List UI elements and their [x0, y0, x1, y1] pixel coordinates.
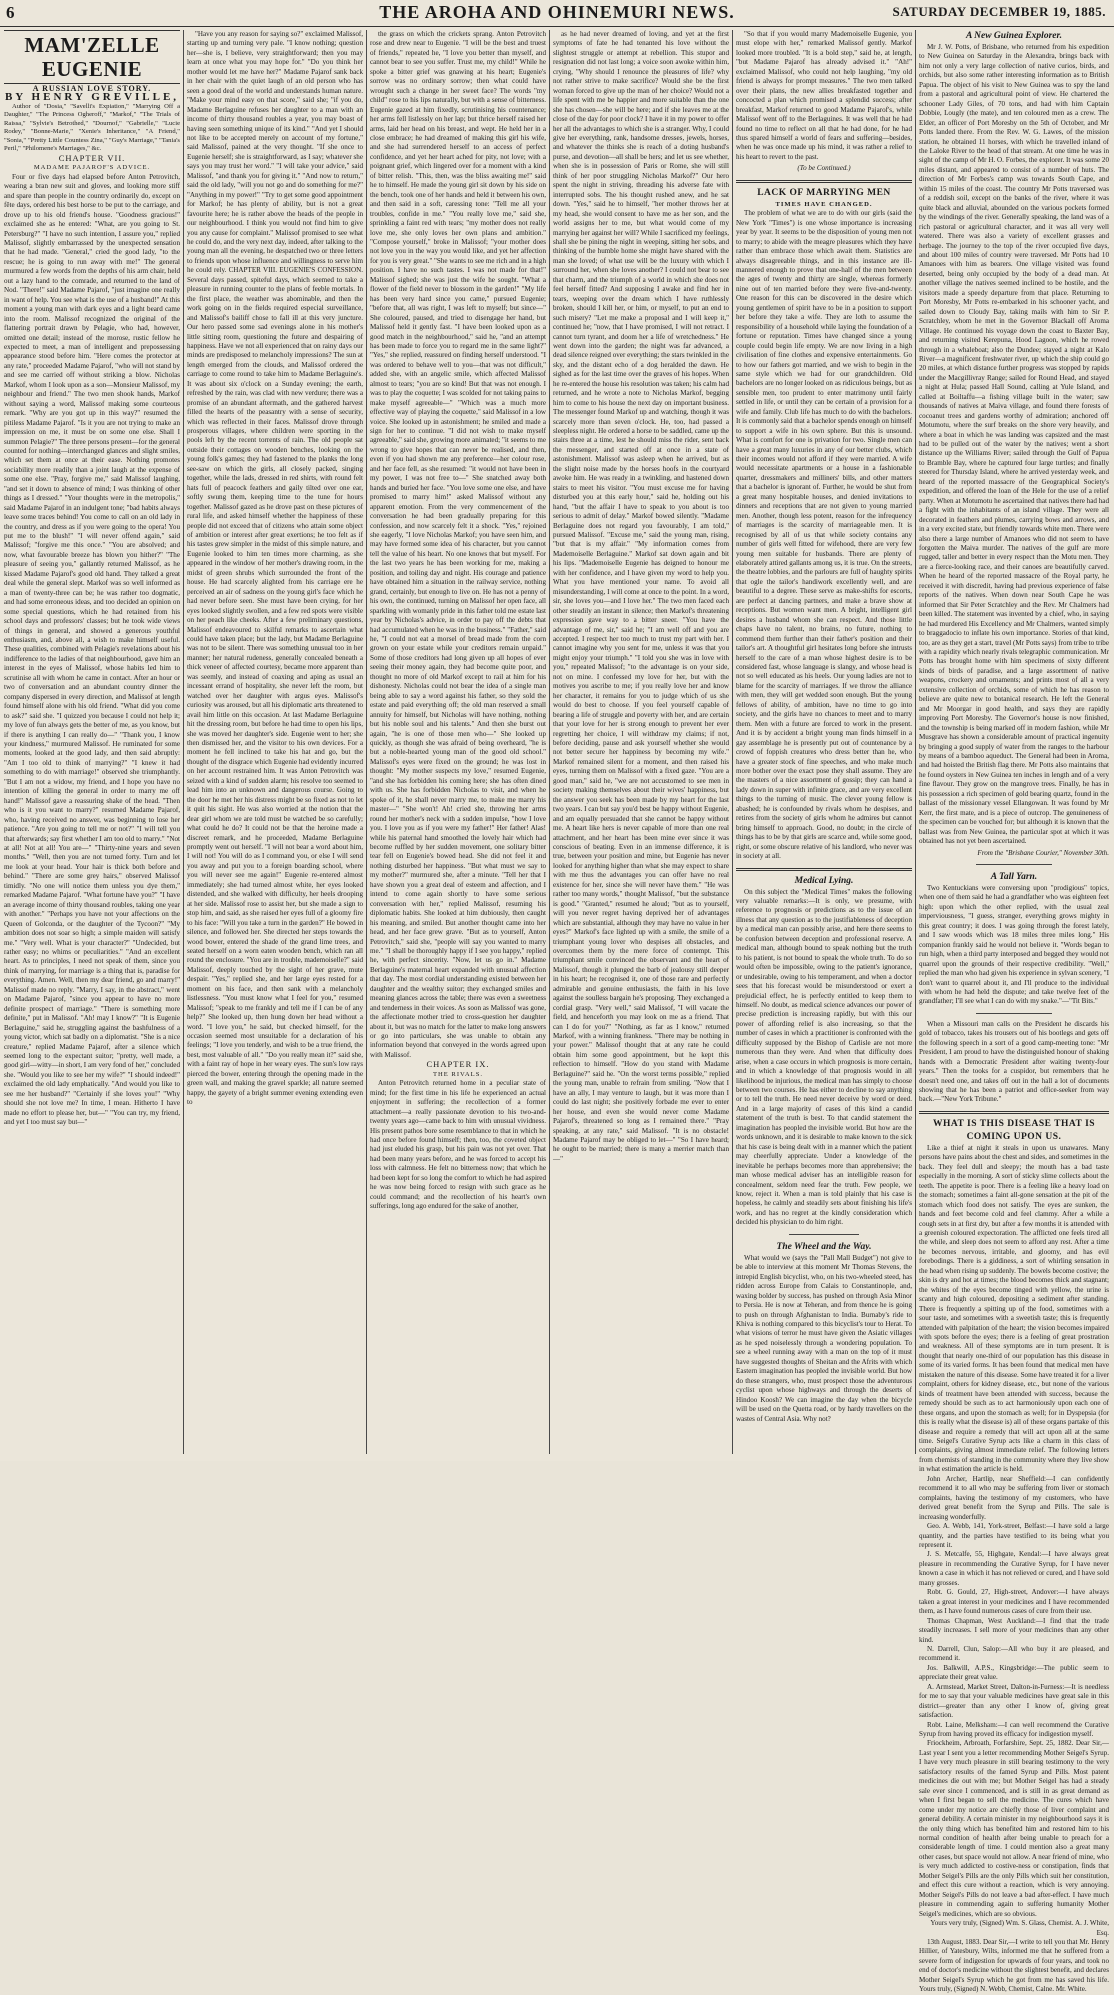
- story-body: as he had never dreamed of loving, and yet at the first symptoms of fate he had tenanted his love without the slightest struggle or attempt at rebellion. This stupor and resignation did not last long; a voice soon awoke within him, crying, "Why should I renounce the pleasures of life? why not rather strive to make sacrifice? Would she be the first woman forced to give up the man of her choice? Would not a life spent with me be happier and more suitable than the one she has chosen—she will be here; and if she leaves me at the close of the day for poor clock? I have it in my power to offer her all the advantages to which she is a stranger. Why, I could give her everything, rank, handsome dresses, jewels, horses, and whatever the thinks she is reach of a doting husband's purse, and devotion—all shall be hers; and let us see whether, when she is in possession of Paris or Rome, she will still think of her poor struggling Nicholas Markof?" Our hero spent the night in striving, threading his adverse fate with interrupted sobs. The his thought rushed anew, and he sat down. "Yes," said he to himself, "her mother throws her at my head, she would consent to have me as her son, and the world assigns her to me, but what would come of my marrying her against her will? While I sacrificed my feelings, shall she be pining the night in weeping, sitting her sobs, and thinking of the humble home she might have shared with the man she loved; of what use will be the luxury with which I surround her, when she loves another? I could not bear to see that charm, and the triumph of a world in which she does not feel herself fitted? And supposing I awake and find her in tears, weeping over the dream which I have ruthlessly broken, should I kill her, or him, or myself, to put an end to such misery? "Let me make a proposal and I will keep it," continued he; "now, that I have promised, I will not retract. I cannot turn tyrant, and doom her a life of wretchedness." He went down into the garden; the night was far advanced, a dead silence reigned over everything; the stars twinkled in the sky, and the distant echo of a dog heralded the dawn. He sighed as for the last time over the graves of his hopes. When he re-entered the house his resolution was taken; his calm had returned, and he wrote a note to Nicholas Markof, begging him to come to his house the next day on important business. The messenger found Markof up and watching, though it was scarcely more than seven o'clock. He, too, had passed a sleepless night. He ordered a horse to be saddled, came up the stairs three at a time, lest he should miss the rider, sent back the messenger, and started off at once in a state of astonishment. Malissof was asleep when he arrived, but as the slight noise made by the horses hoofs in the courtyard awoke him. He was ready in a twinkling, and hastened down stairs to meet his visitor. "You must excuse me for having disturbed you at this early hour," said he, holding out his hand, "but the affair I have to speak to you about is too serious to admit of delay." Markof bowed silently. "Madame Berlaguine does not regard you favourably, I am told," pursued Malissof. "Excuse me," said the young man, rising, "but that is my affair." "My information comes from Mademoiselle Berlaguine." Markof sat down again and bit his lips. "Mademoiselle Eugenie has deigned to honour me with her confidence, and I have given my word to help you. What you have mentioned your name. To avoid all misunderstanding, I will come at once to the point. In a word, sir, she loves you—and I love her." The two men faced each other steadily an instant in silence; then Markof's threatening expression gave way to a bitter sneer. "You have the advantage of me, sir," said he; "I am well off and you are accepted. I respect her too much to trust my part with her. I cannot imagine why you sent for me, unless it was that you might enjoy your triumph." "I told you she was in love with you," repeated Malissof; "to the advantage is on your side, not on mine. I confessed my love for her, but with the motives you ascribe to me; if you really love her and know her character, it remains for you to judge which of us she would do best to choose. If you feel yourself capable of bearing a life of struggle and poverty with her, and are certain that your love for her is strong enough to prevent her ever regretting her choice, I will withdraw my claims; if not, before deciding, pause and ask yourself whether she would not better secure her happiness by becoming my wife." Markof remained silent for a moment, and then raised his eyes, turning them on Malissof with a fixed gaze. "You are a good man," said he, "we are not accustomed to see men in society making themselves about their wives' happiness, but the answer you seek has been made by my heart for the last two years. I can but say you'd best be happy without Eugenie, and am equally persuaded that she cannot be happy without me. A heart like hers is never capable of more than one real attachment, and her heart has been mine ever since it was conscious of beating. Even in an immense difference, it is true, between your position and mine, but Eugenie has never looked for anything higher than what she may expect to share with me thus the advantages you can offer have no real existence for her, since she will never have them." "He was rather too many words," thought Malissof, "but the substance is good." "Granted," resumed he aloud; "but as to yourself, will you never regret having deprived her of advantages which are substantial, although they may have no value in her eyes?" Markof's face lighted up with a smile, the smile of a triumphant young lover who despises all obstacles, and overcomes them by the mere force of contempt. This triumphant smile convinced the observant and the heart of Malissof, though it plunged the barb of jealousy still deeper in his heart; he recognised it, one of those rare and perfectly admirable and genuine enthusiasts, the faith in his love against the soulless bargain he's proposing. They exchanged a cordial grasp. "Very well," said Malissof, "I will vacate the field, and henceforth you may look on me as a friend. That can I do for you?" "Nothing, as far as I know," returned Markof, with a winning frankness. "There may be nothing in your power." Malissof thought that at any rate he could obtain him some good appointment, but he kept this reflection to himself. "How do you stand with Madame Berlaguine?" said he. "On the worst terms possible," replied the young man, unable to refrain from smiling. "Now that I have an ally, I may venture to laugh, but it was more than I could do last night; she positively forbade me ever to enter her house, and even she would never come Madame Pajarof's, threatened so long as I remained there." "Pray speaking, at any rate," said Malissof. "It is no obstacle! Madame Pajarof may be obliged to let—" "So I have heard; he ought to be married; there is many a merrier match than—": [553, 30, 729, 1163]
- article-body: Like a thief at night it steals in upon us unawares. Many persons have pains about the chest and sides, and sometimes in the back. They feel dull and sleepy; the mouth has a bad taste especially in the morning. A sort of sticky slime collects about the teeth. The appetite is poor. There is a feeling like a heavy load on the stomach; sometimes a faint all-gone sensation at the pit of the stomach which food does not satisfy. The eyes are sunken, the hands and feet become cold and feel clammy. After a while a cough sets in at first dry, but after a few months it is attended with a greenish coloured expectoration. The afflicted one feels tired all the while, and sleep does not seem to afford any rest. After a time he becomes nervous, irritable, and gloomy, and has evil forebodings. There is a giddiness, a sort of whirling sensation in the head when rising up suddenly. The bowels become costive; the skin is dry and hot at times; the blood becomes thick and stagnant; the whites of the eyes become tinged with yellow, the urine is scanty and high coloured, depositing a sediment after standing. There is frequently a spitting up of the food, sometimes with a sour taste, and sometimes with a sweetish taste; this is frequently attended with palpitation of the heart; the vision becomes impaired with spots before the eyes; there is a feeling of great prostration and weakness. All of these symptoms are in turn present. It is thought that nearly one-third of our population has this disease in some of its varied forms. It has been found that medical men have mistaken the nature of this disease. Some have treated it for a liver complaint, others for kidney disease, etc., but none of the various kinds of treatment have been attended with success, because the remedy should be such as to act harmoniously upon each one of these organs, and upon the stomach as well; for in Dyspepsia (for this is really what the disease is) all of these organs partake of this disease and require a remedy that will act upon all at the same time. Seigel's Curative Syrup acts like a charm in this class of complaints, giving almost immediate relief. The following letters from chemists of standing in the community where they live show in what estimation the article is held.: [919, 1143, 1109, 1474]
- newspaper-title: THE AROHA AND OHINEMURI NEWS.: [379, 2, 735, 22]
- column-4: [553, 30, 729, 1456]
- testimonial: A. Armstead, Market Street, Dalton-in-Furness:—It is needless for me to say that your valuable medicines have great sale in this district—greater than any other I know of, giving great satisfaction.: [919, 1682, 1109, 1720]
- column-1: [4, 30, 180, 1456]
- chapter-subheading: MADAME PAJAROF'S ADVICE.: [33, 164, 151, 172]
- article-body: On this subject the "Medical Times" makes the following very valuable remarks:—It is only, we presume, with reference to prognosis or predictions as to the issue of an illness that any question as to the justifiableness of deception by a medical man can possibly arise, and here there seems to be confusion between deception and professional reserve. A medical man, although bound to speak nothing but the truth to his patient, is not bound to speak the whole truth. To do so would often be impossible, owing to the patient's ignorance, or undesirable, owing to his temperament, and when a doctor sees that his forecast would be misunderstood or exert a prejudicial effect, he is perfectly entitled to keep them to himself. No doubt, as medical science advances our power of precise prediction is increasing rapidly, but with this our power of affording relief is also increasing, so that the number of cases in which a practitioner is confronted with the difficulty supposed by the Bishop of Carlisle are not more numerous than they were. And when that difficulty does arise, when a case occurs in which prognosis is more certain, and in which a knowledge of that prognosis would in all likelihood be injurious, the medical man has simply to choose between two courses. He has either to decline to say anything or to tell the truth. He need never deceive by word or deed. And in a large majority of cases of this kind a candid statement of the truth is best. To that candid statement the imagination has peopled the invisible world. But how are the words unknown, and it is desirable to make known to the sick that his case is being dealt with in a manner which the patient may cheerfully appreciate. Under a knowledge of the inevitable he perhaps becomes more than apprehensive; the man whose medical adviser has an intelligible reason for concealment, seldom need fear the truth. Few people, we know, reject it. When a man is told plainly that his case is hopeless, he calmly and steadily sets about finishing his life's work, and has no regret at the kindly consideration which decided his physician to do him right.: [736, 887, 912, 1227]
- story-subtitle: A RUSSIAN LOVE STORY.: [32, 84, 152, 93]
- testimonial: Geo. A. Webb, 141, York-street, Belfast:—I have sold a large quantity, and the parties have testified to its being what you represent it.: [919, 1522, 1109, 1549]
- testimonial: Robt. Laine, Melksham:—I can well recommend the Curative Syrup from having proved its efficacy for indigestion myself.: [919, 1720, 1109, 1739]
- story-body: "So that if you would marry Mademoiselle Eugenie, you must elope with her," remarked Malissof gently. Markof looked more troubled. "It is a bold step," said he, at length, "but Madame Pajarof has already advised it." "Ah!" exclaimed Malissof, who could not help laughing, "my old friend is always for prompt measures." The two men talked over their plans, the new allies breakfasted together and concocted a plan which promised a splendid success; after breakfast, Markof returned to good Madame Pajarof's, while Malissof went off to the Berlaguines. It was well that he had found no time to reflect on all that he had done, for he had thus spared himself a world of fears and suffering—besides, when he was once made up his mind, it was rather a relief to his heart to revert to the past.: [736, 30, 912, 161]
- masthead: [0, 0, 1114, 27]
- column-3: [370, 30, 546, 1456]
- column-rule: [915, 30, 916, 1454]
- section-divider: [919, 1111, 1109, 1114]
- page-number: 6: [6, 3, 15, 22]
- article-title: The Wheel and the Way.: [776, 1241, 872, 1252]
- story-body: "Have you any reason for saying so?" exclaimed Malissof, starting up and turning very pale. "I know nothing; question her—she is, I believe, very straightforward; then you may learn at once what you may hope for." "Do you think her mother would let me have her?" Madame Pajarof sank back in her chair with the quiet laugh of an old person who has seen a good deal of the world and understands human nature. "Make your mind easy on that score," said she; "if you do, Madame Berlaguine refuses her daughter to a man with an income of thirty thousand roubles a year, you may boast of having seen something unique of its kind." "And yet I should not like to be accepted merely on account of my fortune," said Malissof, pained at the very thought. "If she once to Eugenie herself; she is straightforward, as I say; whatever she says you may trust her word." "I will take your advice," said Malissof, "and thank you for giving it." "And now to return," said the old lady, "will you not go and do something for me?" "Anything in my power!" "Try to get some good appointment for Markof; he has plenty of ability, but is not a great favourite here; he is rather above the heads of the people in our neighbourhood. I think you would not find him to give you any cause for complaint." Malissof promised to see what he could do, and the very next day, indeed, after talking to the young man all the evening, he despatched two or three letters to friends upon whose influence and willingness to serve him he could rely. CHAPTER VIII. EUGENIE'S CONFESSION. Several days passed, spiteful days, which seemed to take a pleasure in running counter to the plans of feeble mortals. In the first place, the weather was abominable, and then the work going on in the fields required especial surveillance, and Malissof's bailiff chose to fall ill at this very juncture. Our hero passed some sad evenings alone in his mother's little sitting room, questioning the future and despairing of happiness. Have we not all experienced that on rainy days our minds are predisposed to melancholy impressions? The sun at length emerged from the clouds, and Malissof ordered the carriage to come round to take him to Madame Berlaguine's. It was about six o'clock on a Sunday evening; the earth, refreshed by the rain, was clad with new verdure; there was a promise of an abundant aftermath, and the gathered harvest filled the hearts of the peasantry with a sense of security, which was reflected in their faces. Malissof drove through prosperous villages, where children were sporting in the pools left by the recent torrents of rain. The old people sat outside their cottages on wooden benches, looking on the young folk's games; they had fastened to the planks the long see-saw on which the girls, all closely packed, singing together, while the lads, dressed in red shirts, with round felt hats full of peacock feathers and gaily tilted over one ear, softly swung them, keeping time to the tune for hours together. Malissof gazed as he drove past on these pictures of rural life, and asked himself whether the happiness of these people did not exceed that of citizens who attain some object of ambition or interest after great exertions; he too felt as if his tastes grew simpler in the midst of this simple nature, and Eugenie looked to him ten times more charming, as she appeared in the window of her mother's drawing room, in the midst of green shrubs which surrounded the front of the house. He had scarcely alighted from his carriage ere he perceived an air of sadness on the young girl's face which he had never before seen. She must have been crying, for her eyes looked slightly swollen, and a few red spots were visible on her peach like cheeks. After a few preliminary questions, Malissof endeavoured to skilful remarks to ascertain what could have taken place; but the lady, but Madame Berlaguine was not to be silent. There was something unusual too in her manner; her natural rudeness, generally concealed beneath a thick veneer of affected courtesy, became more apparent than was seemly, and instead of coaxing and aping as usual an incessant errand of hospitality, she never left the room, but watched over her daughter with argus eyes. Malissof's curiosity was aroused, but all his diplomatic arts threatened to avail him little on this occasion. At last Madame Berlaguine hit the dressing room, but before he had time to open his lips, she was moved her daughter's side. Eugenie went to her; she then dismissed her, and the visitor to his own devices. For a moment he fell inclined to take his hat and go, but the thought of the disgrace which Eugenie had evidently incurred on her account restrained him. It was Anton Petrovitch was seized with a kind of sudden alarm; his resolve too seemed to lead him into an unknown and dangerous course. Going to the door he met her his distress might be so fixed as not to let it quit his sight. He was also worried at the notion that the dear girl whom we are told must be watched be so carefully; what could he do? It could not be that the heroine made a discreet remark, and he proceeded, Madame Berlaguine promptly went out herself. "I will not bear a word about him, I will not! You will do as I command you, or else I will send you away and put you to a foreign boarding school, where you will never see me again!" Eugenie re-entered almost immediately; she had turned almost white, her eyes looked distended, and she walked with difficulty, her heels drooping at her side. Malissof rose to assist her, but she made a sign to stop him, and said, as she raised her eyes full of a gloomy fire to his face: "Will you take a turn in the garden?" He bowed in silence, and followed her. She directed her steps towards the wood bower, entered the shade of the grand lime trees, and seated herself on a worn eaten wooden bench, which ran all round the enclosure. "You are in trouble, mademoiselle?" said Malissof, deeply touched by the sight of her grave, mute despair. "Yes," replied she, and her large eyes rested for a moment on his face, and then sank with a melancholy listlessness. "You must know what I feel for you," resumed Malissof; "speak to me frankly and tell me if I can be of any help?" She looked up, then hung down her head without a word. "I love you," he said, but checked himself, for the occasion seemed most unsuitable for a declaration of his feelings; "I love you tenderly, and wish to be a true friend, the best, most valuable of all." "Do you really mean it?" said she, with a faint ray of hope in her weary eyes. The sun's low rays pierced the bower, entering through the opening made in the green wall, and making the gravel sparkle; all nature seemed happy, the gayety of a bright summer evening extending even to: [187, 30, 363, 1107]
- to-be-continued: (To be Continued.): [797, 164, 851, 173]
- article-body: Mr J. W. Potts, of Brisbane, who returned from his expedition to New Guinea on Saturday in the Alexandra, brings back with him not only a very large collection of native curios, birds, and orchids, but also some rather interesting information as to British Papua. The object of his visit to New Guinea was to spy the land from a pastoral and agricultural point of view. He chartered the schooner Lady Giles, of 70 tons, and had with him Captain Dobbie, Lougly (the mate), and ten coloured men as a crew. The Elder, an officer of Port Moresby on the 5th of October, and Mr Potts landed there. From the Rev. W. G. Lawes, of the mission station, he obtained 11 horses, with which he travelled inland of the Laloke River to the head of that stream. At one time he was in sight of the camp of Mr H. O. Forbes, the explorer. It was some 20 miles distant, and appeared to consist of a number of huts. The direction of Mr Forbes's camp was towards South Cape, and within 15 miles of the coast. The country Mr Potts traversed was of a reddish soil, except on the banks of the river, where it was quite black and alluvial, abounded on the various pockets formed by the windings of the river. Generally speaking, the land was of a rich pastoral or agricultural character, and it was all very well watered. There was also a variety of excellent grasses and herbage. The journey to the top of the river occupied five days, and about 100 miles of country were traversed. Mr Potts had 10 Amanoes with him as bearers. One village visited was found deserted, being only occupied by the body of a dead man. At another village the natives seemed inclined to be hostile, and the visitors made a speedy departure from that place. Returning to Port Moresby, Mr Potts re-embarked in his schooner yacht, and sailed down to Cloudy Bay, taking mails with him to Sir P. Scratchley, whom he met in the Governor Blackall off Aroma Village. He continued his voyage down the coast to Baxter Bay, and returning visited Kerepuna, Hood Lagoon, which he rowed through in a whaleboat; also the Dundee; stayed a night at Kalo River—a magnificent freshwater river, up which the ship could go 20 miles, at which distance further progress was stopped by rapids under the Macgillivray Range; sailed for Round Head, and stayed a night at Hula; passed Hall Sound, calling at Yule Island, and called at Boiltaffu—a fishing village built in the water; saw thousands of natives at Maiva village, and found there forests of cocoanut trees and gardens worthy of admiration; anchored off Motumotu, where the surf breaks on the shore very heavily, and where a boat in which he was landing was capsized and the mast had to be pulled out of the water by the natives; went a short distance up the Williams River; sailed through the Gulf of Papua to Bramble Bay, where he captured four large turtles; and finally steered for Thursday Island, where he arrived yesterday week, and heard of the reported massacre of the Geographical Society's expedition, and offered the loan of the Hele for the use of a relief party. When at Motumotu he ascertained that natives there had had a fight with the inhabitants of an island village. They were all decorated in feathers and plumes, carrying bows and arrows, and in a very excited state, but friendly towards white men. There were also there a large number of Amanoes who did not seem to have forgotten the Maiva murder. The natives of the gulf are more rugged, taller and better in every respect than the Motu men. They are a fierce-looking race, and their canoes are beautifully carved. When he heard of the reported massacre of the Royal party, he received it with discredit, having had previous experience of false reports of the natives. When down near South Cape he was informed that Sir Peter Scratchley and the Rev. Mr Chalmers had been killed. The statement was invented by a chief, who, in saying he had murdered His Excellency and Mr Chalmers, wanted simply to braggadocio to inflate his own importance. Stories of that kind, too, are as they get a start, travel (Mr Potts says) from tribe to tribe with a rapidity which nearly rivals telegraphic communication. Mr Potts has brought home with him specimens of sixty different kinds of birds of paradise, and a large assortment of native weapons, crockery and ornaments; and prints most of all a very extensive collection of orchids, some of which he has reason to believe are quite new to botanical research. He left the General and Mr Moorgar in good health, and says they are rapidly improving Port Moresby. The Governor's house is now finished, and the township is being marked off in modern fashion, while Mr Musgrave has shown a considerable amount of practical ingenuity by bringing a good supply of water from the ranges to the harbour by means of a bamboo aqueduct. The General had been in Aroma, and had hoisted the British flag there. Mr Potts also maintains that he found oysters in New Guinea ten inches in length and of a very fine flavour. They grow on the mangrove trees. Finally, he has in his possession a rich specimen of gold bearing quartz, found in the ballast of the missionary vessel Ellangowan. It was found by Mr Kerr, the first mate, and is a piece of outcrop. The genuineness of the specimen can be vouched for; but although it is known that the ballast was from New Guinea, the particular spot at which it was obtained has not yet been ascertained.: [919, 43, 1109, 846]
- column-rule: [183, 30, 184, 1454]
- article-body: The problem of what we are to do with our girls (said the New York "Times") is one whose importance is increasing year by year. It seems to be the disposition of young men not to marry; to abide with the meagre pleasures which they have rather than embrace those which await them. Statistics are always disagreeable things, and in this instance are ill-mannered enough to prove that one-half of the men between the ages of twenty and thirty are single, whereas formerly nine out of ten married before they were five-and-twenty. One reason for this can be discovered in the desire which young gentlemen of spirit have to be in a position to support her before they take a wife. They are loth to assume the responsibility of a household while laying the foundation of a fortune or reputation. Times have changed since a young couple could begin life empty. We are now living in a high civilisation of fine clothes and expensive entertainments. Go to how our fathers got married, and we wish to begin in the same style which we had for our grandchildren. Old bachelors are no longer looked on as ridiculous beings, but as sensible men, too prudent to enter matrimony until fairly settled in life, or until they can be certain of a provision for a wife and family. Club life has much to do with the bachelors. It is commonly said that a bachelor spends enough on himself to support a wife in his own sphere. But this is unsound. What is comfort for one is privation for two. Single men can have a great many luxuries in any of our better clubs, which their incomes would not afford if they were married. A wife would necessitate apartments or a house in a fashionable quarter, dressmakers and milliners' bills, and other matters that a bachelor is ignorant of. Further, he would be shut from a great many hospitable houses, and denied invitations to dinners and receptions that are not given to young married men. Another, though less potent, reason for the infrequency of marriages is the scarcity of marriageable men. It is recognised by all of us that while society contains any number of girls well fitted for wifehood, there are very few young men suitable for husbands. There are plenty of elaborately attired gallants among us, it is true. On the streets, the theatre lobbies, and the parlours are full of haughty spirits that ogle the tailor's handiwork excellently well, and are beautiful to a degree. These serve as make-shifts for escorts, are perfect at dancing partners, and make a brave show at receptions. But women want men. A bright, intelligent girl desires a husband whom she can respect. And those little chaps have no talent, no brains, no future, nothing to commend them further than their father's position and their tailor's art. A thoughtful girl hesitates long before she intrusts herself to the care of a man whose highest desire is to be considered fast, whose language is slangy, and whose head is not so well educated as his heels. Our young ladies are not to blame for the scarcity of marriages. If we throw the alliance with men, they will get wedded soon enough. But the young fellows of ability, of ambition, have no time to go into society, and the girls have no chances to meet and to marry them. Men with a future are forced to work in the present. And it is by accident a bright young man finds himself in a gay assemblage he is presently put out of countenance by a crowd of foppish creatures who dress better than he, who have a greater stock of fine speeches, and who make much more bother over the exact pose they shall assume. They are the masters of a nice assortment of gossip; they can hand a lady down in super with infinite grace, and are very excellent things to the turning of music. The clever young fellow is abashed; he is confounded by rivals whom he despises, and retires from the society of girls whom he admires but cannot bring himself to approach. Good, no doubt; in the circle of things has to be by that girls are scarce and, while some good, right, or some obscure relative of his landlord, who never was in society at all.: [736, 209, 912, 861]
- article-title: LACK OF MARRYING MEN: [757, 187, 891, 198]
- article-title: A New Guinea Explorer.: [965, 31, 1063, 41]
- section-divider: [789, 1234, 859, 1235]
- testimonial-letter: Friockheim, Arbroath, Forfarshire, Sept. 25, 1882. Dear Sir,—Last year I sent you a letter recommending Mother Seigel's Syrup. I have very much pleasure in still bearing testimony to the very satisfactory results of the famed Syrup and Pills. Most patent medicines die out with me; but Mother Seigel has had a steady sale ever since I commenced, and is still in as great demand as when I first began to sell the medicine. The cures which have come under my notice are chiefly those of liver complaint and general debility. A certain minister in my neighbourhood says it is the only thing which has benefited him and restored him to his normal condition of health after being unable to preach for a considerable length of time. I could mention also a great many other cases, but space would not allow. A near friend of mine, who is very much addicted to costive-ness or constipation, finds that Mother Seigel's Pills are the only Pills which suit her constitution, and effect this cure without a reaction, which is very annoying. Mother Seigel's Pills do not leave a bad after-effect. I have much pleasure in commending again to suffering humanity Mother Seigel's medicines, which are so obvious.: [919, 1739, 1109, 1918]
- testimonial: J. S. Metcalfe, 55, Highgate, Kendal:—I have always great pleasure in recommending the Curative Syrup, for I have never known a case in which it has not relieved or cured, and I have sold many grosses.: [919, 1550, 1109, 1587]
- section-divider: [736, 868, 912, 871]
- column-rule: [366, 30, 367, 1454]
- story-author: BY HENRY GREVILLE,: [4, 91, 180, 104]
- section-divider: [736, 180, 912, 183]
- story-body: Four or five days had elapsed before Anton Petrovitch, wearing a bran new suit and gloves, and looking more stiff and spare than people in the country ordinarily do, except on fête days, ordered his best horse to be put to the carriage, and drove up to his old friend's house. "Goodness gracious!" exclaimed she as he entered: "What, are you going to St. Petersburg?" "I have no such intention, I assure you," replied Malissof, slightly embarrassed by the unexpected sensation that he had made. "General," cried the good lady, "to the rescue; he is going to run away with me!" The general murmured a few words from the depths of his arm chair, held out a lazy hand to the comrade, and returned to the land of Nod. "There!" said Madame Pajarof, "just imagine one really in want of help. You see what is the use of a husband!" At this moment a young man with dark eyes and a light beard came into the room. Malissof recognized the original of the flattering portrait drawn by Pelagie, who had, however, omitted one detail; instead of the morose, rustic fellow he expected to meet, a man of intelligent and prepossessing appearance stood before him. "Here comes the protector at any rate," proceeded Madame Pajarof, "who will not stand by and see me carried off without striking a blow. Nicholas Markof, whom I look upon as a son—Monsieur Malissof, my neighbour and friend." The two men shook hands, Markof without saying a word, Malissof making some courteous remark. "Why are you got up in this way?" resumed the pitiless Madame Pajarof. "Is it you are not trying to make an impression on me, it must be on some one else. Shall I summon Pelagie?" The three persons present—for the general counted for nothing—interchanged glances and slight smiles, which set them at once at their ease. Nothing promotes sociability more readily than a joint laugh at the expense of some one else. "Pray, forgive me," said Malissof laughing, "and set it down to absence of mind; I was thinking of other things as I dressed." "Your thoughts were in the metropolis," said Madame Pajarof in an indulgent tone; "bad habits always leave some traces behind! You come to call on an old lady in the country, and dress as if you were going to the opera! You put me to the blush!" "I will never offend again," said Malissof; "forgive me this once." "You are absolved; and now, what favourable breeze has blown you hither?" "The pleasure of seeing you," gallantly returned Malissof, as he kissed Madame Pajarof's good old hand. They talked a great deal while the general slept. Markof was so well informed as a man of twenty-three can be; he was rather too dogmatic, and had some erroneous ideas, and too decided an opinion on some special questions, which he had retained from his school days and professors' classes; but he took wide views of things in general, and showed a generous youthful enthusiasm, and, above all, a wish to make himself useful. These qualities, combined with Pelagie's revelations about his indifference to the ladies of that neighbourhood, gave him an interest in the eyes of Malissof, whose habits led him to scrutinise all with whom he came in contact. After an hour or two of conversation and an abundant country dinner the company dispersed in every direction, and Malissof at length found himself alone with his old friend. "What did you come to ask?" said she. "I quizzed you because I could not help it; my love of fun always gets the better of me, as you know, but if there is anything I can really do—" "Thank you, I know your kindness," murmured Malissof. He ruminated for some moments, looked at the good lady, and then said abruptly: "Am I too old to think of marrying?" "I knew it had something to do with marriage!" observed she triumphantly. "But I am not a widow, my friend, and I hope you have no intention of killing the general in order to marry me off hand!" Malissof gave a reassuring shake of the head. "Then who is it you want to marry?" resumed Madame Pajarof, who, having received no answer, was beginning to lose her patience. "Are you going to tell me or not?" "I will tell you that afterwards; say first whether I am too old to marry." "Not at all! Not at all! You are—" "Thirty-nine years and seven months." "Well, then you are not turned forty. Turn and let me look at your head. Your hair is thick both before and behind." "There are some grey hairs," observed Malissof timidly. "No one will notice them unless you dye them," remarked Madame Pajarof. "What fortune have you?" "I have an average income of thirty thousand roubles, taking one year with another." "Perhaps you have not your affections on the Queen of Golconda, or the daughter of the Tycoon?" "My ambition does not soar so high; a simple maiden will satisfy me." "Very well. What is your character?" "Undecided, but rather easy; no whims or peculiarities." "And an excellent heart. As to principles, I need not speak of them, since you think of marrying, for marriage is a thing that is, paradise for everything. Amen. Well, then my dear friend, go and marry!" Malissof made no reply. "Marry, I say, in the abstract," went on Madame Pajarof, "since you appear to have no more definite prospect of marriage." "There is something more definite," put in Malissof. "Ah! may I know?" "It is Eugenie Berlaguine," said he, struggling against the bashfulness of a young victor, which sat badly on a diplomatist. "She is a nice creature," replied Madame Pajarof, after a silence which seemed long to the expectant suitor; "pretty, well made, a good girl—witty—in short, I am very fond of her," concluded she. "Would you like to see her my wife?" "I should indeed!" exclaimed the old lady emphatically. "And would you like to see me her husband?" "Certainly if she loves you!" "Why should she not love me? In time, I mean. Hitherto I have made no effort to please her, but—" "You can try, my friend, and yet I too must say but—": [4, 172, 180, 1127]
- story-body: the grass on which the crickets sprang. Anton Petrovitch rose and drew near to Eugenie. "I will be the best and truest of friends," repeated he, "I love you better than myself, and cannot bear to see you suffer. Trust me, my child!" While he spoke a bitter grief was gnawing at his heart; Eugenie's sorrow was no ordinary sorrow; then what could have wrought such a change in her sweet face? The words "my child" rose to his lips naturally, but with a sense of bitterness. Eugenie gazed at him fixedly, scrutinising his countenance; her arms fell listlessly on her lap; but thrice herself raised her arms, laid her head on his breast, and wept. He held her in a close embrace; he had dreamed of making this girl his wife, and she had surrendered herself to an access of perfect confidence, and yet her heart ached for pity, not love; with a poignant grief, which lingered over for a moment with a kind of bitter relish. "This, then, was the bliss awaiting me!" said he to himself. He made the young girl sit down by his side on the bench, took one of her hands and held it between his own, and then said in a soft, caressing tone: "Tell me all your troubles, confide in me." "You really love me," said she, sprinkling a faint red with tears; "my mother does not really love me, she only loves her own plans and ambition." "Compose yourself," broke in Malissof; "your mother does not love you in the way you would like, and yet her affection for you is very great." "She wants to see me rich and in a high position. I have no such tastes. I was not made for that!" Malissof sighed; she was just the wife he sought. "What a flower of the field never to blossom in the garden!" "My life has been very hard since you came," pursued Eugenie; "before that, all was right, I was left to myself; but since—" She coloured, paused, and tried to disengage her hand, but Malissof held it gently fast. "I have been looked upon as a good match in the neighbourhood," said he, "and an attempt has been made to force you to regard me in the same light?" "Yes," she replied, reassured on finding herself understood. "I was ordered to behave well to you—that was not difficult," added she, with an angelic smile, which affected Malissof almost to tears; "you are so kind! But that was not enough. I was to play the coquette; I was scolded for not taking pains to make myself agreeable—" "Which was a much more effective way of playing the coquette," said Malissof in a low voice. She looked up in astonishment; he smiled and made a sign for her to continue. "I did not wish to make myself agreeable," said she, growing more animated; "it seems to me wrong to give hopes that can never be realised, and then, even if you had shown me any preference—her colour rose, and her face fell, as she resumed: "it would not have been in my power, I was not free to—" She snatched away both hands and buried her face. "You love some one else, and have promised to marry him!" asked Malissof without any apparent emotion. From the very commencement of the conversation he had been gradually preparing for this confession, and now scarcely felt it a shock. "Yes," rejoined she eagerly, "I love Nicholas Markof; you have seen him, and may have formed some idea of his character, but you cannot tell the value of his heart. No one knows that but myself. For the last two years he has been working for me, making a position, and toiling day and night. His courage and patience have obtained him a situation in the railway service, nothing grand, certainly, but enough to live on. He has not a penny of his own, the continued, turning on Malissof her open face, all sparkling with womanly pride in this father told me estate last year by Nicholas's advice, in order to pay off the debts that had accumulated when he was in the business." "Father," said he, "I could not eat a morsel of bread made from the corn grown on your estate while your creditors remain unpaid." Some of those creditors had long given up all hopes of ever seeing their money again, they had become quite poor, and thought no more of old Markof except to rail at him for his dishonesty. Nicholas could not bear the idea of a single man being able to say a word against his father, so they sold the estate and paid everything off; the old man reserved a small annuity for himself, but Nicholas will have nothing, nothing but his noble soul and his talents." And then she burst out again, "he is one of those men who—" She looked up quickly, as though she was afraid of being overheard, "he is but a noble-hearted young man of the good old school." Malissof's eyes were fixed on the ground; he was lost in thought: "My mother suspects my love," resumed Eugenie, "and she has forbidden his coming here; she has often dined with us. She has forbidden Nicholas to visit, and when he spoke of it, he shall never marry me, to make me marry his master—" "She won't! Ah! cried she, throwing her arms round her mother's neck with a sudden impulse, "how I love you. I love you as if you were my father!" Her father! Alas! while his paternal hand smoothed the lovely hair which had become ruffled by her sudden movement, one solitary bitter tear fell on Eugenie's bowed head. She did not feel it and nothing disturbed her happiness. "But what must we say to my mother?" murmured she, after a minute. "Tell her that I have shown you a great deal of esteem and affection, and I intend to come again shortly to have some serious conversation with her," replied Malissof, resuming his diplomatic habits. She looked at him dubiously, then caught his meaning, and smiled. But another thought came into her head, and her face grew grave. "But as to yourself, Anton Petrovitch," said she, "people will say you wanted to marry me." "I shall be thoroughly happy if I see you happy," replied he, with perfect sincerity. "Now, let us go in." Madame Berlaguine's maternal heart expanded with unusual affection that day. The most cordial understanding existed between her daughter and the wealthy suitor; they exchanged smiles and meaning glances across the table; there was even a sweetness and tenderness in their voices. As soon as Malissof was gone, the affectionate mother tried to cross-question her daughter about it, but was no match for the latter to make long answers or go into particulars, she was unable to obtain any information beyond that conveyed in the words agreed upon with Malissof.: [370, 30, 546, 1059]
- author-credits: Author of "Dosia," "Savelli's Expiation," "Marrying Off a Daughter," "The Princess Ogheroff," "Markof," "The Trials of Raissa," "Sylvie's Betrothed," "Dournof," "Gabrielle," "Lucie Rodey," "Bonne-Marie," "Xenie's Inheritance," "A Friend," "Sonia," "Pretty Little Countess Zina," "Guy's Marriage," "Tania's Peril," "Philomene's Marriages," &c.: [4, 102, 180, 153]
- testimonial: Robt. G. Gould, 27, High-street, Andover:—I have always taken a great interest in your medicines and I have recommended them, as I have found numerous cases of cure from their use.: [919, 1588, 1109, 1616]
- testimonial: Thomas Chapman, West Auckland:—I find that the trade steadily increases. I sell more of your medicines than any other kind.: [919, 1616, 1109, 1644]
- column-rule: [732, 30, 733, 1454]
- article-title: Medical Lying.: [794, 875, 854, 886]
- article-body: Two Kentuckians were conversing upon "prodigious" topics, when one of them said he had a grandfather who was eighteen feet high: upon which the other replied, with the usual zeal imperviousness, "I guess, stranger, everything grows mighty in this great country; it does. I was going through the forest lately, and I saw woods which was 18 miles three miles long." His companion frankly said he would not believe it. "Words began to run high, when a third party interposed and begged they would not quarrel upon the grounds of their respective credibility. "Well," replied the man who had given his experience in sylvan scenery, "I don't want to quarrel about it, and I'll produce to the individual with whom he had held the dispute; and take twelve feet of the grandfather; I'll see what I can do with my snake."—"Tit Bits.": [919, 883, 1109, 1006]
- issue-date: SATURDAY DECEMBER 19, 1885.: [892, 4, 1106, 19]
- chapter-heading: CHAPTER VII.: [58, 152, 126, 163]
- article-body: When a Missouri man calls on the President he discards his gold of tobacco, takes his trousers out of his bootlegs and gets off the following speech in a sort of a good camp-meeting tone: "Mr President, I am proud to have the distinguished honour of shaking hands with a Democratic President after waiting twenty-four years." Then the tooks for a cuspidor, but remembers that he doesn't need one, and takes off out in the hall a lot of documents showing that he has been a patriot and office-seeker from way back.—"New York Tribune.": [919, 1019, 1109, 1104]
- column-rule: [549, 30, 550, 1454]
- column-5: [736, 30, 912, 1456]
- chapter-heading: CHAPTER IX.: [426, 1059, 490, 1070]
- column-6: [919, 30, 1109, 1994]
- story-body: Anton Petrovitch returned home in a peculiar state of mind; for the first time in his life he experienced an actual enjoyment in suffering; the recollection of a former attachment—a really passionate devotion to his two-and-twenty years ago—came back to him with unusual vividness. His present pathos bore some resemblance to that in which he had once before found himself; then, too, the coveted object had just eluded his grasp, but his pain was not yet over. That had been many years before, and he was forced to accept his loss with calmness. He felt no bitterness now; that which he had been kept for so long the comfort to which he had aspired he was now being forced to resign with such grace as he could command; and the recollection of his heart's own sufferings, long ago endured for the sake of another,: [370, 1079, 546, 1211]
- column-2: [187, 30, 363, 1456]
- testimonial-letter: 13th August, 1883. Dear Sir,—I write to tell you that Mr. Henry Hillier, of Yatesbury, Wilts, informed me that he suffered from a severe form of indigestion for upwards of four years, and took no end of doctor's medicine without the slightest benefit, and declares Mother Seigel's Syrup which he got from me has saved his life. Yours truly, (Signed) N. Webb, Chemist, Calne. Mr. White.: [919, 1938, 1109, 1994]
- article-title: A Tall Yarn.: [990, 871, 1038, 882]
- article-source: From the "Brisbane Courier," November 30th.: [977, 848, 1109, 857]
- testimonial: John Archer, Hartlip, near Sheffield:—I can confidently recommend it to all who may be suffering from liver or stomach complaints, having the testimony of my customers, who have derived great benefit from the Syrup and Pills. The sale is increasing wonderfully.: [919, 1474, 1109, 1521]
- testimonial: N. Darrell, Clun, Salop:—All who buy it are pleased, and recommend it.: [919, 1644, 1109, 1663]
- testimonial-signature: Yours very truly, (Signed) Wm. S. Glass, Chemist. A. J. White, Esq.: [930, 1919, 1109, 1937]
- article-title: WHAT IS THIS DISEASE THAT IS COMING UPON US.: [932, 1118, 1096, 1142]
- story-title: MAM'ZELLE EUGENIE: [4, 30, 180, 84]
- article-body: What would we (says the "Pall Mall Budget") not give to be able to interview at this moment Mr Thomas Stevens, the intrepid English bicyclist, who, on his two-wheeled steed, has ridden across Europe from Calais to Constantinople, and, waxing bolder by success, has pushed on through Asia Minor to Persia. He is now at Teheran, and from thence he is going to push on through Afghanistan to India. Burnaby's ride to Khiva is nothing compared to this bicyclist's tour to Herat. To what visions of terror he must have given the Asiatic villages as he sped noiselessly through a wondering population. To see a wheel running away with a man on the top of it must have suggested thoughts of Sheitan and the Afrits with which Eastern imagination has peopled the invisible world. But how do these strangers, who, must prospect those the adventurous cyclist upon whose highways and through the deserts of Hindoo Koosh? We can imagine the day when the bicycle will be used on the Quetta road, or by hardy travellers on the wastes of Central Asia. Why not?: [736, 1253, 912, 1423]
- section-divider: [976, 1013, 1052, 1014]
- chapter-subheading: THE RIVALS.: [432, 1070, 484, 1078]
- testimonial: Jos. Balkwill, A.P.S., Kingsbridge:—The public seem to appreciate their great value.: [919, 1663, 1109, 1682]
- section-divider: [976, 864, 1052, 865]
- article-subtitle: TIMES HAVE CHANGED.: [775, 200, 873, 208]
